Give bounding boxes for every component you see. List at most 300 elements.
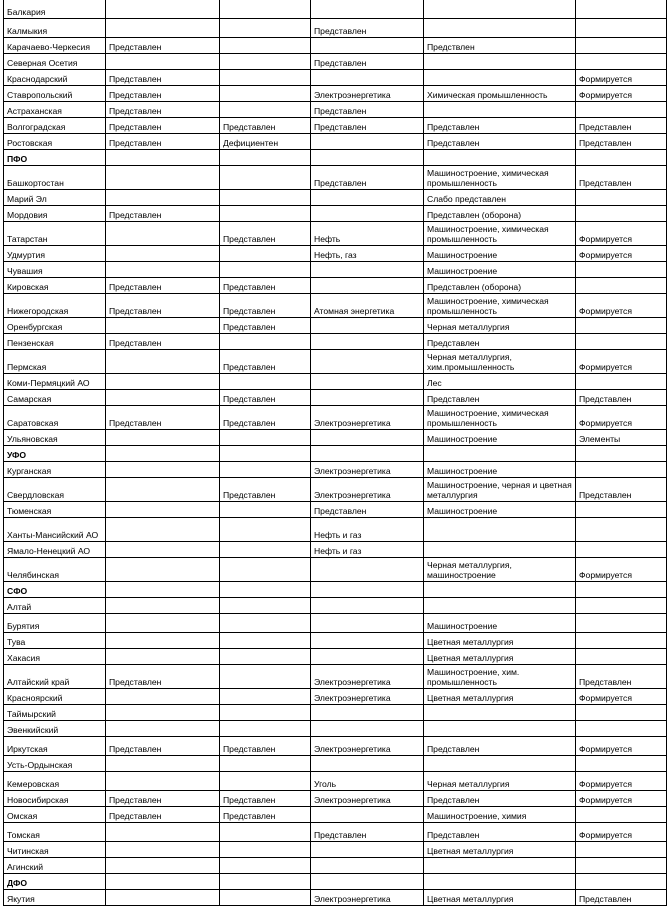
table-cell: Электроэнергетика	[311, 890, 424, 906]
table-cell	[576, 633, 667, 649]
region-cell: Ханты-Мансийский АО	[4, 518, 106, 542]
region-cell: Томская	[4, 823, 106, 842]
table-cell: Предствлен	[424, 38, 576, 54]
region-cell: Эвенкийский	[4, 721, 106, 737]
region-cell: Агинский	[4, 858, 106, 874]
region-cell: Хакасия	[4, 649, 106, 665]
table-cell: Представлен	[106, 334, 220, 350]
table-cell: Представлен	[424, 390, 576, 406]
table-cell	[106, 858, 220, 874]
table-cell	[106, 54, 220, 70]
table-cell: Электроэнергетика	[311, 791, 424, 807]
table-cell	[106, 558, 220, 582]
table-cell: Представлен	[220, 406, 311, 430]
region-cell: Алтай	[4, 598, 106, 614]
table-cell: Машиностроение	[424, 430, 576, 446]
table-cell: Представлен	[106, 118, 220, 134]
table-row	[4, 334, 667, 350]
table-cell: Представлен	[424, 118, 576, 134]
region-cell: Читинская	[4, 842, 106, 858]
table-row	[4, 430, 667, 446]
table-row	[4, 294, 667, 318]
region-cell: Кемеровская	[4, 772, 106, 791]
table-cell: Элементы	[576, 430, 667, 446]
table-cell	[424, 874, 576, 890]
region-cell: Новосибирская	[4, 791, 106, 807]
table-cell	[220, 823, 311, 842]
table-cell: Формируется	[576, 246, 667, 262]
table-cell: Представлен	[220, 222, 311, 246]
table-cell	[106, 478, 220, 502]
table-cell	[220, 246, 311, 262]
table-cell	[424, 70, 576, 86]
table-cell	[576, 446, 667, 462]
table-row	[4, 502, 667, 518]
table-cell: Представлен	[106, 294, 220, 318]
region-cell: Марий Эл	[4, 190, 106, 206]
table-cell: Представлен	[106, 665, 220, 689]
table-cell: Электроэнергетика	[311, 665, 424, 689]
section-row	[4, 150, 667, 166]
region-cell: Якутия	[4, 890, 106, 906]
table-cell: Представлен	[576, 390, 667, 406]
table-cell: Представлен	[576, 118, 667, 134]
table-cell	[576, 598, 667, 614]
table-cell	[424, 19, 576, 38]
table-cell	[220, 334, 311, 350]
table-cell	[106, 756, 220, 772]
table-cell	[106, 772, 220, 791]
table-cell	[220, 206, 311, 222]
table-cell: Машиностроение, химическая промышленность	[424, 294, 576, 318]
table-cell	[576, 190, 667, 206]
table-cell: Электроэнергетика	[311, 689, 424, 705]
table-cell	[106, 582, 220, 598]
table-cell	[220, 756, 311, 772]
table-cell	[424, 102, 576, 118]
region-cell: Астраханская	[4, 102, 106, 118]
region-cell: Ямало-Ненецкий АО	[4, 542, 106, 558]
table-cell	[220, 166, 311, 190]
table-cell: Машиностроение, химическая промышленность	[424, 166, 576, 190]
table-cell: Представлен	[106, 791, 220, 807]
table-row	[4, 38, 667, 54]
table-cell	[106, 0, 220, 19]
table-cell: Представлен	[220, 278, 311, 294]
table-cell	[220, 502, 311, 518]
region-cell: Коми-Пермяцкий АО	[4, 374, 106, 390]
table-row	[4, 54, 667, 70]
table-cell	[311, 558, 424, 582]
table-cell: Представлен	[220, 737, 311, 756]
table-row	[4, 721, 667, 737]
table-cell	[311, 262, 424, 278]
table-cell: Машиностроение, черная и цветная металлургия	[424, 478, 576, 502]
table-cell	[220, 262, 311, 278]
table-cell	[106, 190, 220, 206]
table-cell	[311, 446, 424, 462]
table-cell: Цветная металлургия	[424, 689, 576, 705]
table-cell: Представлен	[576, 134, 667, 150]
table-cell: Формируется	[576, 70, 667, 86]
table-cell	[424, 582, 576, 598]
table-cell: Нефть	[311, 222, 424, 246]
table-cell: Представлен	[424, 791, 576, 807]
table-cell	[220, 54, 311, 70]
table-cell	[424, 150, 576, 166]
region-cell: Калмыкия	[4, 19, 106, 38]
table-cell	[220, 874, 311, 890]
table-cell	[220, 633, 311, 649]
table-cell: Представлен (оборона)	[424, 278, 576, 294]
table-cell: Цветная металлургия	[424, 842, 576, 858]
region-cell: Башкортостан	[4, 166, 106, 190]
table-cell	[106, 430, 220, 446]
table-cell	[220, 462, 311, 478]
table-cell	[576, 102, 667, 118]
table-cell: Электроэнергетика	[311, 406, 424, 430]
table-cell: Представлен	[576, 478, 667, 502]
table-row	[4, 19, 667, 38]
table-cell	[576, 54, 667, 70]
table-row	[4, 823, 667, 842]
table-row	[4, 598, 667, 614]
table-row	[4, 86, 667, 102]
table-cell: Представлен (оборона)	[424, 206, 576, 222]
table-cell	[106, 823, 220, 842]
table-cell: Формируется	[576, 791, 667, 807]
region-cell: СФО	[4, 582, 106, 598]
table-cell	[424, 721, 576, 737]
region-cell: Оренбургская	[4, 318, 106, 334]
table-cell	[106, 246, 220, 262]
table-row	[4, 705, 667, 721]
table-cell: Представлен	[106, 406, 220, 430]
region-cell: Ставропольский	[4, 86, 106, 102]
table-cell	[220, 19, 311, 38]
table-cell	[576, 582, 667, 598]
table-row	[4, 737, 667, 756]
table-cell: Формируется	[576, 406, 667, 430]
table-cell	[220, 689, 311, 705]
region-cell: ДФО	[4, 874, 106, 890]
table-cell: Машиностроение, химическая промышленность	[424, 406, 576, 430]
table-cell	[106, 446, 220, 462]
table-cell	[311, 874, 424, 890]
table-cell: Машиностроение, хим. промышленность	[424, 665, 576, 689]
table-cell	[106, 721, 220, 737]
table-cell	[106, 649, 220, 665]
table-cell: Черная металлургия, хим.промышленность	[424, 350, 576, 374]
table-cell: Представлен	[106, 807, 220, 823]
table-cell: Дефициентен	[220, 134, 311, 150]
table-cell: Электроэнергетика	[311, 462, 424, 478]
table-cell: Представлен	[220, 118, 311, 134]
region-cell: Самарская	[4, 390, 106, 406]
table-cell	[220, 150, 311, 166]
table-row	[4, 102, 667, 118]
table-cell	[220, 842, 311, 858]
table-cell	[311, 705, 424, 721]
table-cell: Представлен	[106, 102, 220, 118]
table-cell: Представлен	[311, 118, 424, 134]
table-cell	[220, 665, 311, 689]
region-cell: Усть-Ордынская	[4, 756, 106, 772]
table-row	[4, 134, 667, 150]
table-cell	[311, 70, 424, 86]
region-cell: Кировская	[4, 278, 106, 294]
table-cell	[576, 334, 667, 350]
table-cell	[576, 374, 667, 390]
table-cell: Лес	[424, 374, 576, 390]
table-cell: Представлен	[220, 318, 311, 334]
table-row	[4, 614, 667, 633]
table-cell	[576, 38, 667, 54]
region-cell: Ульяновская	[4, 430, 106, 446]
region-cell: Краснодарский	[4, 70, 106, 86]
table-cell	[220, 518, 311, 542]
table-row	[4, 262, 667, 278]
table-cell	[220, 890, 311, 906]
table-cell	[576, 462, 667, 478]
table-cell: Машиностроение, химическая промышленность	[424, 222, 576, 246]
table-cell	[576, 842, 667, 858]
table-cell: Цветная металлургия	[424, 649, 576, 665]
table-cell	[424, 705, 576, 721]
table-cell: Представлен	[220, 807, 311, 823]
table-cell	[220, 772, 311, 791]
table-cell: Представлен	[106, 206, 220, 222]
table-cell	[311, 350, 424, 374]
table-cell	[311, 807, 424, 823]
table-row	[4, 222, 667, 246]
table-row	[4, 633, 667, 649]
table-cell	[576, 0, 667, 19]
table-cell	[424, 756, 576, 772]
table-cell	[106, 518, 220, 542]
table-cell: Представлен	[220, 791, 311, 807]
table-row	[4, 374, 667, 390]
table-cell: Электроэнергетика	[311, 478, 424, 502]
table-cell	[311, 430, 424, 446]
table-cell: Формируется	[576, 222, 667, 246]
table-cell	[106, 614, 220, 633]
table-cell	[220, 374, 311, 390]
table-cell	[424, 54, 576, 70]
table-cell	[220, 721, 311, 737]
table-cell	[311, 0, 424, 19]
table-cell	[311, 38, 424, 54]
table-cell	[311, 756, 424, 772]
table-cell	[576, 278, 667, 294]
table-cell	[576, 874, 667, 890]
table-cell	[424, 858, 576, 874]
table-cell	[311, 318, 424, 334]
table-cell	[106, 350, 220, 374]
table-cell: Черная металлургия	[424, 772, 576, 791]
table-cell	[576, 858, 667, 874]
table-cell: Атомная энергетика	[311, 294, 424, 318]
table-cell	[311, 842, 424, 858]
table-cell	[424, 598, 576, 614]
table-row	[4, 842, 667, 858]
table-cell	[106, 462, 220, 478]
table-cell: Электроэнергетика	[311, 86, 424, 102]
table-row	[4, 166, 667, 190]
table-cell: Представлен	[311, 54, 424, 70]
table-cell: Формируется	[576, 737, 667, 756]
region-cell: Удмуртия	[4, 246, 106, 262]
region-cell: Карачаево-Черкесия	[4, 38, 106, 54]
table-cell: Формируется	[576, 86, 667, 102]
table-cell	[576, 756, 667, 772]
table-cell: Уголь	[311, 772, 424, 791]
section-row	[4, 874, 667, 890]
table-cell: Машиностроение	[424, 262, 576, 278]
table-cell: Нефть и газ	[311, 518, 424, 542]
table-cell: Представлен	[424, 134, 576, 150]
table-cell: Представлен	[220, 390, 311, 406]
table-cell: Химическая промышленность	[424, 86, 576, 102]
table-body	[4, 0, 667, 906]
region-cell: Таймырский	[4, 705, 106, 721]
table-cell	[311, 721, 424, 737]
table-cell	[311, 190, 424, 206]
table-cell: Черная металлургия	[424, 318, 576, 334]
table-cell	[311, 582, 424, 598]
table-cell	[311, 858, 424, 874]
table-row	[4, 542, 667, 558]
table-cell: Формируется	[576, 350, 667, 374]
table-cell	[576, 262, 667, 278]
region-cell: Омская	[4, 807, 106, 823]
table-cell	[106, 166, 220, 190]
table-cell	[220, 705, 311, 721]
table-cell: Представлен	[424, 737, 576, 756]
table-row	[4, 350, 667, 374]
table-cell	[106, 842, 220, 858]
table-cell: Представлен	[311, 102, 424, 118]
table-cell	[424, 446, 576, 462]
table-cell	[220, 38, 311, 54]
region-cell: Тюменская	[4, 502, 106, 518]
table-cell	[311, 374, 424, 390]
table-cell	[424, 518, 576, 542]
table-cell: Машиностроение, химия	[424, 807, 576, 823]
table-cell	[106, 374, 220, 390]
table-cell: Формируется	[576, 689, 667, 705]
table-cell: Машиностроение	[424, 462, 576, 478]
table-row	[4, 890, 667, 906]
region-cell: Пермская	[4, 350, 106, 374]
table-cell	[424, 0, 576, 19]
table-cell: Формируется	[576, 558, 667, 582]
table-cell	[220, 598, 311, 614]
table-cell	[106, 598, 220, 614]
table-cell	[424, 542, 576, 558]
table-cell: Представлен	[311, 502, 424, 518]
table-cell: Представлен	[106, 70, 220, 86]
region-cell: Челябинская	[4, 558, 106, 582]
region-cell: Свердловская	[4, 478, 106, 502]
table-cell	[576, 614, 667, 633]
table-cell	[576, 705, 667, 721]
table-cell	[220, 542, 311, 558]
table-cell	[311, 633, 424, 649]
table-cell	[220, 86, 311, 102]
table-cell	[576, 318, 667, 334]
section-row	[4, 582, 667, 598]
table-row	[4, 791, 667, 807]
table-cell	[576, 807, 667, 823]
table-row	[4, 318, 667, 334]
table-row	[4, 558, 667, 582]
table-cell	[576, 150, 667, 166]
table-cell	[106, 502, 220, 518]
table-cell	[106, 705, 220, 721]
table-cell: Представлен	[576, 890, 667, 906]
table-cell	[220, 70, 311, 86]
table-cell: Формируется	[576, 772, 667, 791]
table-row	[4, 278, 667, 294]
table-cell: Представлен	[576, 166, 667, 190]
table-row	[4, 478, 667, 502]
table-row	[4, 665, 667, 689]
region-cell: Иркутская	[4, 737, 106, 756]
region-cell: Балкария	[4, 0, 106, 19]
region-cell: Пензенская	[4, 334, 106, 350]
table-row	[4, 858, 667, 874]
table-cell: Цветная металлургия	[424, 633, 576, 649]
region-cell: Тува	[4, 633, 106, 649]
table-cell	[106, 542, 220, 558]
region-cell: Ростовская	[4, 134, 106, 150]
table-cell: Представлен	[106, 38, 220, 54]
region-cell: Мордовия	[4, 206, 106, 222]
table-cell	[106, 633, 220, 649]
table-cell	[106, 318, 220, 334]
region-cell: Бурятия	[4, 614, 106, 633]
table-row	[4, 390, 667, 406]
table-cell: Формируется	[576, 294, 667, 318]
table-cell	[220, 858, 311, 874]
table-cell	[576, 518, 667, 542]
table-cell	[220, 446, 311, 462]
table-cell	[220, 0, 311, 19]
table-cell: Представлен	[311, 166, 424, 190]
table-cell	[311, 390, 424, 406]
table-cell	[220, 430, 311, 446]
table-row	[4, 406, 667, 430]
region-cell: Северная Осетия	[4, 54, 106, 70]
table-cell	[106, 874, 220, 890]
table-cell	[106, 890, 220, 906]
table-row	[4, 0, 667, 19]
table-cell	[576, 721, 667, 737]
table-cell	[311, 598, 424, 614]
table-cell: Представлен	[424, 334, 576, 350]
table-row	[4, 649, 667, 665]
region-cell: УФО	[4, 446, 106, 462]
table-cell	[220, 190, 311, 206]
table-cell: Представлен	[106, 737, 220, 756]
table-cell: Формируется	[576, 823, 667, 842]
table-cell	[311, 134, 424, 150]
table-cell: Представлен	[311, 19, 424, 38]
table-cell	[106, 390, 220, 406]
table-cell: Машиностроение	[424, 246, 576, 262]
table-cell	[311, 150, 424, 166]
